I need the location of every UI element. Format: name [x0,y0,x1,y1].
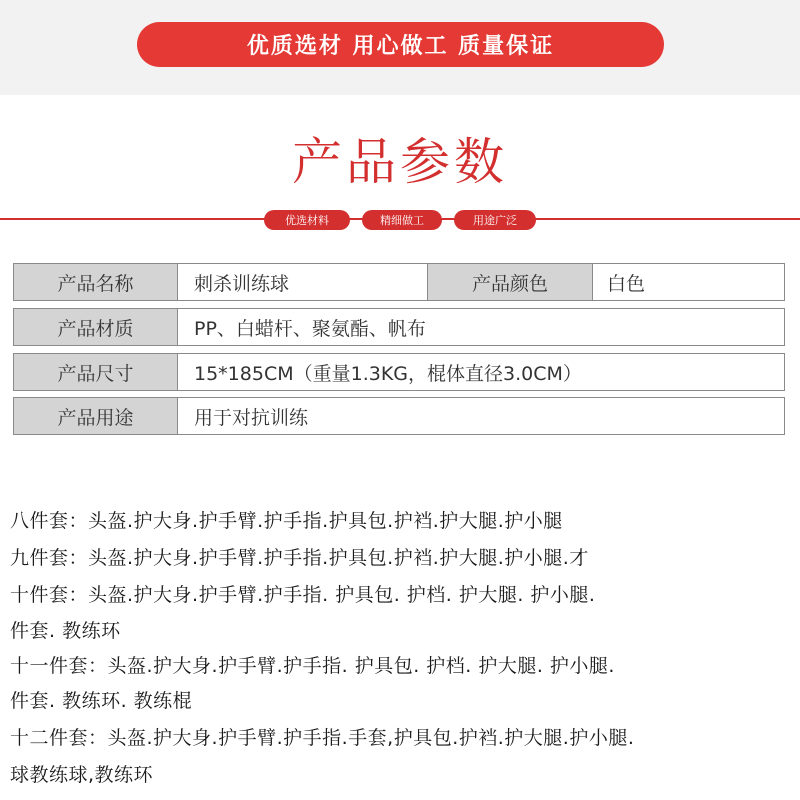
spec-label: 产品用途 [14,398,177,434]
spec-label: 产品名称 [14,264,177,300]
kit-line: 球教练球,教练环 [10,764,154,786]
kit-line: 十一件套：头盔.护大身.护手臂.护手指. 护具包. 护档. 护大腿. 护小腿. [10,655,615,677]
kit-line: 八件套：头盔.护大身.护手臂.护手指.护具包.护裆.护大腿.护小腿 [10,510,563,532]
top-banner [0,0,800,95]
kit-line: 十件套：头盔.护大身.护手臂.护手指. 护具包. 护档. 护大腿. 护小腿. [10,584,596,606]
spec-value: 15*185CM（重量1.3KG，棍体直径3.0CM） [177,354,784,390]
spec-label: 产品颜色 [427,264,592,300]
spec-value: PP、白蜡杆、聚氨酯、帆布 [177,309,784,345]
spec-row-name [13,263,785,301]
spec-label: 产品尺寸 [14,354,177,390]
spec-row-size [13,353,785,391]
spec-row-use [13,397,785,435]
tag-usage: 用途广泛 [454,210,536,230]
tag-material: 优选材料 [264,210,350,230]
spec-value: 白色 [592,264,784,300]
spec-row-material [13,308,785,346]
spec-label: 产品材质 [14,309,177,345]
page-title: 产品参数 [292,133,508,191]
kit-line: 十二件套：头盔.护大身.护手臂.护手指.手套,护具包.护裆.护大腿.护小腿. [10,727,635,749]
spec-value: 刺杀训练球 [177,264,427,300]
kit-line: 件套. 教练环 [10,620,121,642]
spec-value: 用于对抗训练 [177,398,784,434]
slogan-pill: 优质选材 用心做工 质量保证 [137,22,664,67]
tag-craft: 精细做工 [362,210,442,230]
kit-line: 九件套：头盔.护大身.护手臂.护手指.护具包.护裆.护大腿.护小腿.才 [10,547,589,569]
kit-line: 件套. 教练环. 教练棍 [10,690,193,712]
